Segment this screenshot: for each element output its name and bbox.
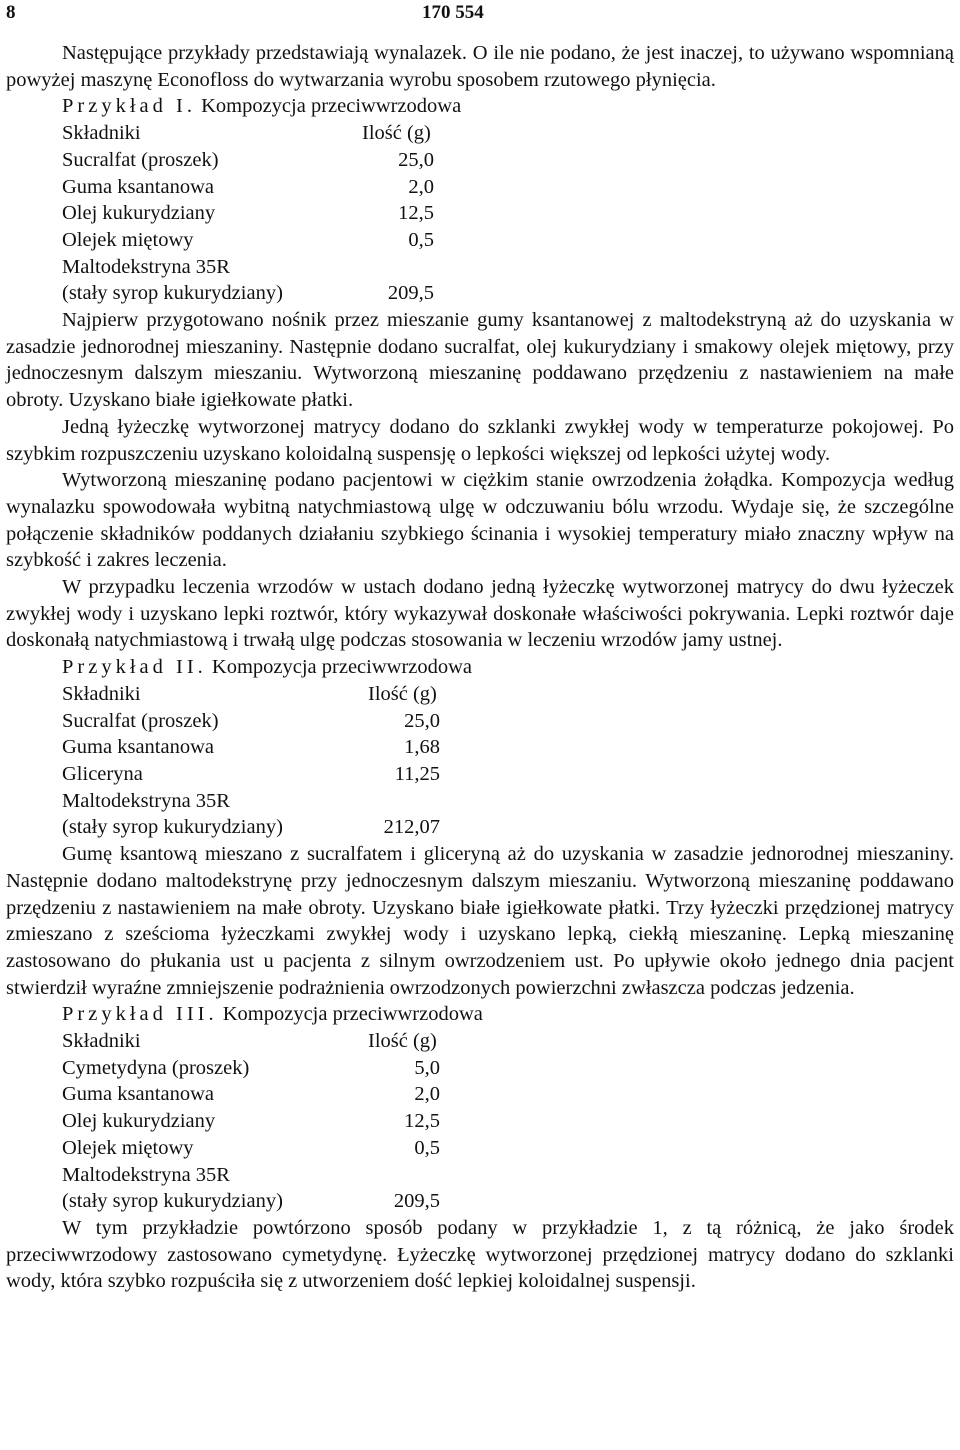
example-1-paragraph-3: Wytworzoną mieszaninę podano pacjentowi w ciężkim stanie owrzodzenia żołądka. Kompozycja według wynalazku spowodowała wybitną natychmiastową ulgę w odczuwaniu bólu wrzodu. Wydaje się, że szczególne połączenie składników poddanych działaniu szybkiego ścinania i wysokiej temperatury miało znaczny wpływ na szybkość i zakres leczenia.: [6, 469, 954, 572]
example-title: Kompozycja przeciwwrzodowa: [222, 1003, 483, 1026]
ingredient-name: Maltodekstryna 35R: [62, 1163, 230, 1186]
ingredient-name: (stały syrop kukurydziany): [62, 1190, 283, 1213]
intro-paragraph: Następujące przykłady przedstawiają wynalazek. O ile nie podano, że jest inaczej, to używano wspomnianą powyżej maszynę Econofloss do wytwarzania wyrobu sposobem rzutowego płynięcia.: [6, 42, 954, 91]
ingredient-name: Gliceryna: [62, 762, 143, 785]
ingredient-name: (stały syrop kukurydziany): [62, 816, 283, 839]
ingredient-amount: 11,25: [394, 762, 440, 785]
ingredient-amount: [368, 788, 440, 815]
ingredient-amount: 212,07: [383, 816, 440, 839]
ingredient-name: Olej kukurydziany: [62, 202, 216, 225]
ingredient-amount: 1,68: [404, 736, 440, 759]
ingredient-amount: 0,5: [414, 1136, 440, 1159]
ingredient-name: Guma ksantanowa: [62, 1083, 214, 1106]
table-row: [62, 1081, 440, 1108]
column-header-amount: Ilość (g): [368, 1030, 437, 1053]
example-1-paragraph-2: Jedną łyżeczkę wytworzonej matrycy dodano do szklanki zwykłej wody w temperaturze pokojowej. Po szybkim rozpuszczeniu uzyskano koloidalną suspensję o lepkości większej od lepkości użytej wody.: [6, 415, 954, 465]
ingredient-amount: 12,5: [404, 1110, 440, 1133]
example-label: Przykład I.: [62, 95, 196, 118]
ingredient-amount: 2,0: [414, 1083, 440, 1106]
ingredient-name: Guma ksantanowa: [62, 175, 214, 198]
example-label: Przykład III.: [62, 1003, 218, 1026]
ingredient-amount: [362, 254, 434, 281]
table-row: [62, 1055, 440, 1082]
example-1-paragraph-1: Najpierw przygotowano nośnik przez mieszanie gumy ksantanowej z maltodekstryną aż do uzyskania w zasadzie jednorodnej mieszaniny. Następnie dodano sucralfat, olej kukurydziany i smakowy olejek miętowy, przy jednoczesnym dalszym mieszaniu. Wytworzoną mieszaninę poddawano przędzeniu z nastawieniem na małe obroty. Uzyskano białe igiełkowate płatki.: [6, 309, 954, 412]
ingredient-amount: 0,5: [408, 228, 434, 251]
table-header-row: [62, 1028, 440, 1055]
table-row: [62, 1135, 440, 1162]
ingredients-table-1: [62, 120, 434, 307]
ingredient-amount: 209,5: [387, 282, 434, 305]
table-row: [62, 788, 440, 815]
ingredient-amount: 209,5: [393, 1190, 440, 1213]
ingredient-amount: 5,0: [414, 1056, 440, 1079]
ingredient-name: Olejek miętowy: [62, 1136, 194, 1159]
column-header-ingredient: Składniki: [62, 1030, 141, 1053]
column-header-amount: Ilość (g): [368, 682, 437, 705]
example-2-paragraph-1: Gumę ksantową mieszano z sucralfatem i gliceryną aż do uzyskania w zasadzie jednorodnej mieszaniny. Następnie dodano maltodekstrynę przy jednoczesnym dalszym mieszaniu. Wytworzoną mieszaninę poddawano przędzeniu z nastawieniem na małe obroty. Uzyskano białe igiełkowate płatki. Trzy łyżeczki przędzionej matrycy zmieszano z sześcioma łyżeczkami zwykłej wody i uzyskano lepką, ciekłą mieszaninę. Lepką mieszaninę zastosowano do płukania ust u pacjenta z silnym owrzodzeniem ust. Po upływie około jednego dnia pacjent stwierdził wyraźne zmniejszenie podrażnienia owrzodzonych powierzchni zwłaszcza podczas jedzenia.: [6, 843, 954, 999]
table-row: [62, 254, 434, 281]
document-number: 170 554: [422, 2, 484, 23]
example-1-paragraph-4: W przypadku leczenia wrzodów w ustach dodano jedną łyżeczkę wytworzonej matrycy do dwu łyżeczek zwykłej wody i uzyskano lepki roztwór, który wykazywał doskonałe właściwości pokrywania. Lepki roztwór daje doskonałą natychmiastową i trwałą ulgę podczas stosowania w leczeniu wrzodów jamy ustnej.: [6, 576, 954, 652]
example-label: Przykład II.: [62, 656, 207, 679]
table-row: [62, 1162, 440, 1189]
table-row: [62, 734, 440, 761]
ingredient-amount: 2,0: [408, 175, 434, 198]
ingredient-name: Olej kukurydziany: [62, 1110, 216, 1133]
table-row: [62, 1188, 440, 1215]
ingredients-table-3: [62, 1028, 440, 1215]
table-row: [62, 227, 434, 254]
ingredient-amount: 25,0: [404, 709, 440, 732]
example-1-heading: [6, 93, 954, 120]
ingredients-table-2: [62, 681, 440, 841]
ingredient-amount: [368, 1162, 440, 1189]
column-header-amount: Ilość (g): [362, 122, 431, 145]
table-row: [62, 147, 434, 174]
ingredient-name: Maltodekstryna 35R: [62, 789, 230, 812]
page-number: 8: [6, 2, 16, 23]
column-header-ingredient: Składniki: [62, 122, 141, 145]
ingredient-name: Sucralfat (proszek): [62, 148, 219, 171]
table-row: [62, 761, 440, 788]
table-header-row: [62, 681, 440, 708]
ingredient-amount: 25,0: [398, 148, 434, 171]
example-3-paragraph-1: W tym przykładzie powtórzono sposób podany w przykładzie 1, z tą różnicą, że jako środek przeciwwrzodowy zastosowano cymetydynę. Łyżeczkę wytworzonej przędzionej matrycy dodano do szklanki wody, która szybko rozpuściła się z utworzeniem dość lepkiej koloidalnej suspensji.: [6, 1216, 954, 1293]
ingredient-name: Maltodekstryna 35R: [62, 255, 230, 278]
column-header-ingredient: Składniki: [62, 682, 141, 705]
ingredient-name: (stały syrop kukurydziany): [62, 282, 283, 305]
table-row: [62, 174, 434, 201]
table-row: [62, 280, 434, 307]
ingredient-name: Guma ksantanowa: [62, 736, 214, 759]
table-row: [62, 814, 440, 841]
ingredient-name: Sucralfat (proszek): [62, 709, 219, 732]
table-header-row: [62, 120, 434, 147]
table-row: [62, 708, 440, 735]
ingredient-amount: 12,5: [398, 202, 434, 225]
table-row: [62, 1108, 440, 1135]
example-3-heading: [6, 1001, 954, 1028]
ingredient-name: Olejek miętowy: [62, 228, 194, 251]
document-body: [6, 40, 954, 1295]
example-title: Kompozycja przeciwwrzodowa: [211, 656, 473, 679]
example-title: Kompozycja przeciwwrzodowa: [201, 95, 462, 118]
ingredient-name: Cymetydyna (proszek): [62, 1056, 250, 1079]
table-row: [62, 200, 434, 227]
example-2-heading: [6, 654, 954, 681]
